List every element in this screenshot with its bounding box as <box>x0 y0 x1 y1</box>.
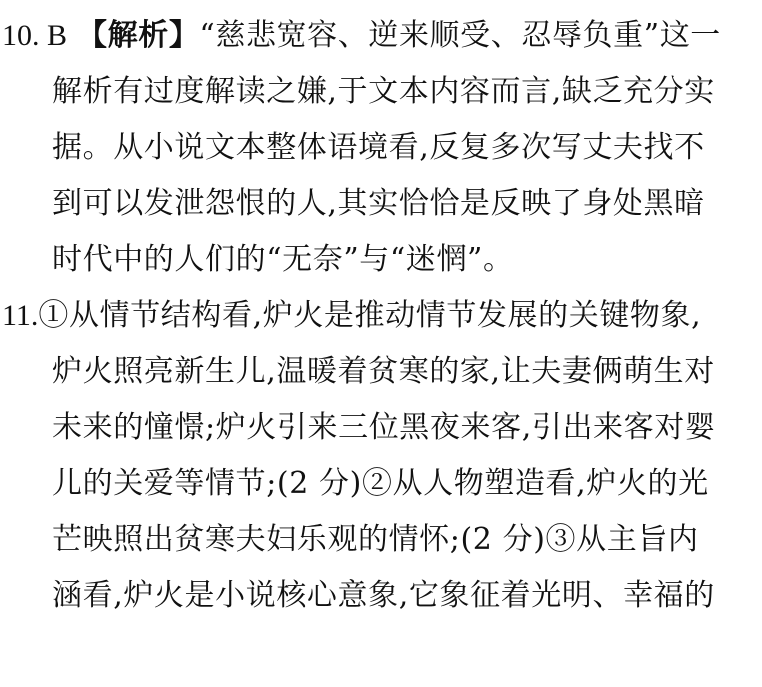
q10-analysis-tag: 【解析】 <box>77 18 200 53</box>
q11-line-5: 芒映照出贫寒夫妇乐观的情怀;(2 分)③从主旨内 <box>52 522 699 557</box>
q10-line-4: 到可以发泄怨恨的人,其实恰恰是反映了身处黑暗 <box>52 186 705 221</box>
q10-line-3: 据。从小说文本整体语境看,反复多次写丈夫找不 <box>52 130 705 165</box>
q10-number: 10. B <box>2 19 68 52</box>
q11-line-4: 儿的关爱等情节;(2 分)②从人物塑造看,炉火的光 <box>52 466 709 501</box>
q11-line-6: 涵看,炉火是小说核心意象,它象征着光明、幸福的 <box>52 578 715 613</box>
q10-text-1: “慈悲宽容、逆来顺受、忍辱负重”这一 <box>199 18 721 53</box>
q11-line-3: 未来的憧憬;炉火引来三位黑夜来客,引出来客对婴 <box>52 410 716 445</box>
q11-line-1 <box>2 298 701 334</box>
q11-text-1: ①从情节结构看,炉火是推动情节发展的关键物象, <box>38 298 702 333</box>
q10-line-1 <box>2 18 721 54</box>
q10-line-2: 解析有过度解读之嫌,于文本内容而言,缺乏充分实 <box>52 74 715 109</box>
q11-line-2: 炉火照亮新生儿,温暖着贫寒的家,让夫妻俩萌生对 <box>52 354 715 389</box>
q11-number: 11. <box>2 299 39 332</box>
q10-line-5: 时代中的人们的“无奈”与“迷惘”。 <box>52 242 514 277</box>
